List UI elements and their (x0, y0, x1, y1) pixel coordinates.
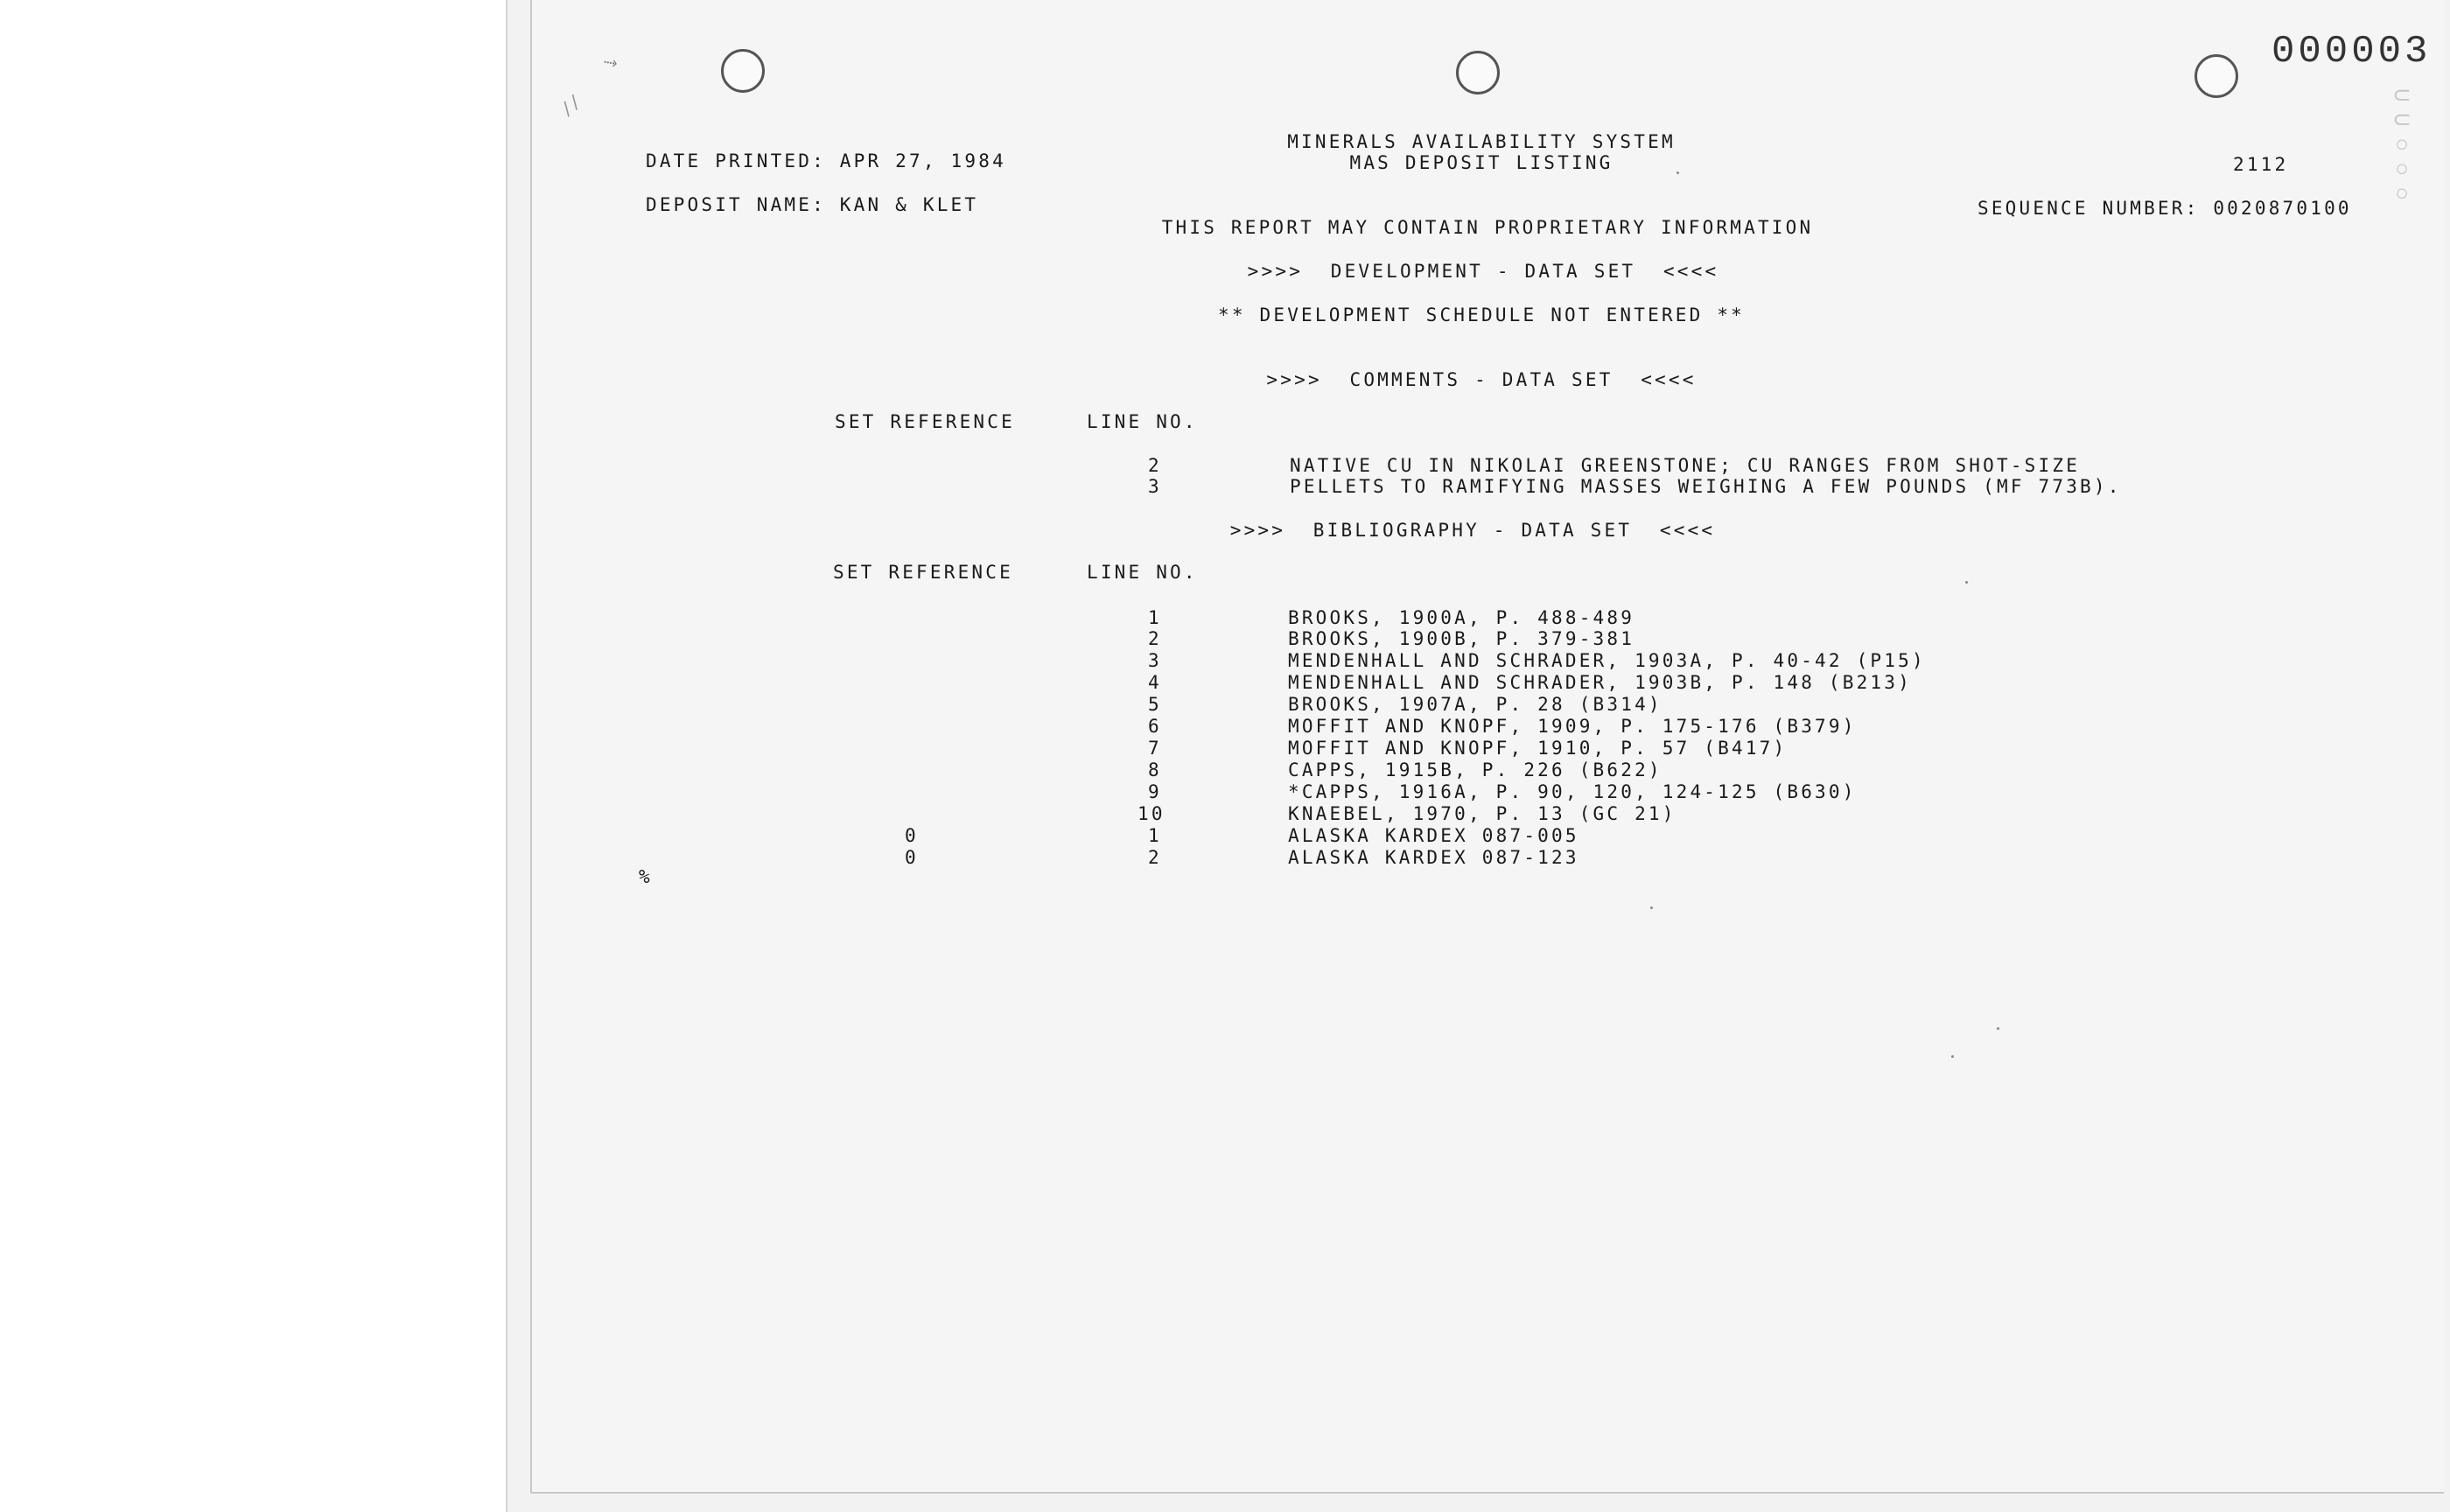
document-number: 000003 (2272, 30, 2432, 74)
bibliography-line-no: 3 (1148, 650, 1162, 671)
bibliography-citation: BROOKS, 1900A, P. 488-489 (1288, 607, 1635, 628)
bibliography-citation: CAPPS, 1915B, P. 226 (B622) (1288, 760, 1662, 780)
development-note: ** DEVELOPMENT SCHEDULE NOT ENTERED ** (1217, 304, 1746, 326)
bibliography-line-no: 6 (1148, 716, 1162, 737)
bibliography-col-line-no: LINE NO. (1087, 562, 1198, 583)
bibliography-set-reference: 0 (905, 847, 919, 868)
date-printed: DATE PRINTED: APR 27, 1984 (646, 150, 1006, 172)
development-heading: >>>> DEVELOPMENT - DATA SET <<<< (1247, 261, 1719, 282)
bibliography-line-no: 2 (1148, 847, 1162, 868)
system-title: MINERALS AVAILABILITY SYSTEM (1287, 131, 1676, 152)
bibliography-line-no: 10 (1138, 803, 1166, 824)
page-code: 2112 (2233, 154, 2289, 175)
comment-text: NATIVE CU IN NIKOLAI GREENSTONE; CU RANGES FROM SHOT-SIZE (1290, 455, 2081, 476)
bibliography-citation: ALASKA KARDEX 087-005 (1288, 825, 1579, 846)
bibliography-col-set-reference: SET REFERENCE (833, 562, 1013, 583)
pen-scribble: ∕∕ (556, 90, 585, 120)
bibliography-citation: MOFFIT AND KNOPF, 1909, P. 175-176 (B379) (1288, 716, 1857, 737)
bibliography-line-no: 8 (1148, 760, 1162, 780)
dust-speck (1965, 581, 1968, 584)
faded-stamp: ⊂ ⊂ ○ ○ ○ (2392, 83, 2412, 207)
listing-title: MAS DEPOSIT LISTING (1349, 152, 1614, 173)
sequence-number: SEQUENCE NUMBER: 0020870100 (1978, 198, 2352, 219)
bibliography-line-no: 5 (1148, 694, 1162, 715)
bibliography-line-no: 1 (1148, 607, 1162, 628)
punch-hole-right (2194, 54, 2238, 98)
dust-speck (1997, 1027, 1999, 1030)
bibliography-line-no: 2 (1148, 628, 1162, 649)
bibliography-line-no: 7 (1148, 738, 1162, 759)
bibliography-citation: BROOKS, 1900B, P. 379-381 (1288, 628, 1635, 649)
deposit-name: DEPOSIT NAME: KAN & KLET (646, 194, 979, 215)
comment-text: PELLETS TO RAMIFYING MASSES WEIGHING A FEW POUNDS (MF 773B). (1290, 476, 2122, 497)
footer-mark: % (639, 866, 653, 887)
punch-hole-left (721, 49, 765, 93)
pen-mark: ⤑ (602, 49, 620, 74)
dust-speck (1951, 1055, 1954, 1058)
bibliography-heading: >>>> BIBLIOGRAPHY - DATA SET <<<< (1229, 520, 1716, 541)
bibliography-line-no: 1 (1148, 825, 1162, 846)
bibliography-line-no: 4 (1148, 672, 1162, 693)
comments-heading: >>>> COMMENTS - DATA SET <<<< (1266, 369, 1697, 390)
punch-hole-center (1456, 51, 1500, 94)
bibliography-citation: BROOKS, 1907A, P. 28 (B314) (1288, 694, 1662, 715)
comment-line-no: 2 (1148, 455, 1162, 476)
dust-speck (1650, 906, 1653, 909)
bibliography-citation: MENDENHALL AND SCHRADER, 1903A, P. 40-42 (P15) (1288, 650, 1926, 671)
dust-speck (1676, 172, 1679, 174)
bibliography-citation: ALASKA KARDEX 087-123 (1288, 847, 1579, 868)
comments-col-line-no: LINE NO. (1087, 411, 1198, 432)
bibliography-citation: *CAPPS, 1916A, P. 90, 120, 124-125 (B630) (1288, 781, 1857, 802)
bibliography-citation: KNAEBEL, 1970, P. 13 (GC 21) (1288, 803, 1676, 824)
bibliography-set-reference: 0 (905, 825, 919, 846)
bibliography-line-no: 9 (1148, 781, 1162, 802)
bibliography-citation: MENDENHALL AND SCHRADER, 1903B, P. 148 (B213) (1288, 672, 1912, 693)
comments-col-set-reference: SET REFERENCE (835, 411, 1015, 432)
bibliography-citation: MOFFIT AND KNOPF, 1910, P. 57 (B417) (1288, 738, 1788, 759)
comment-line-no: 3 (1148, 476, 1162, 497)
proprietary-notice: THIS REPORT MAY CONTAIN PROPRIETARY INFORMATION (1161, 217, 1814, 238)
